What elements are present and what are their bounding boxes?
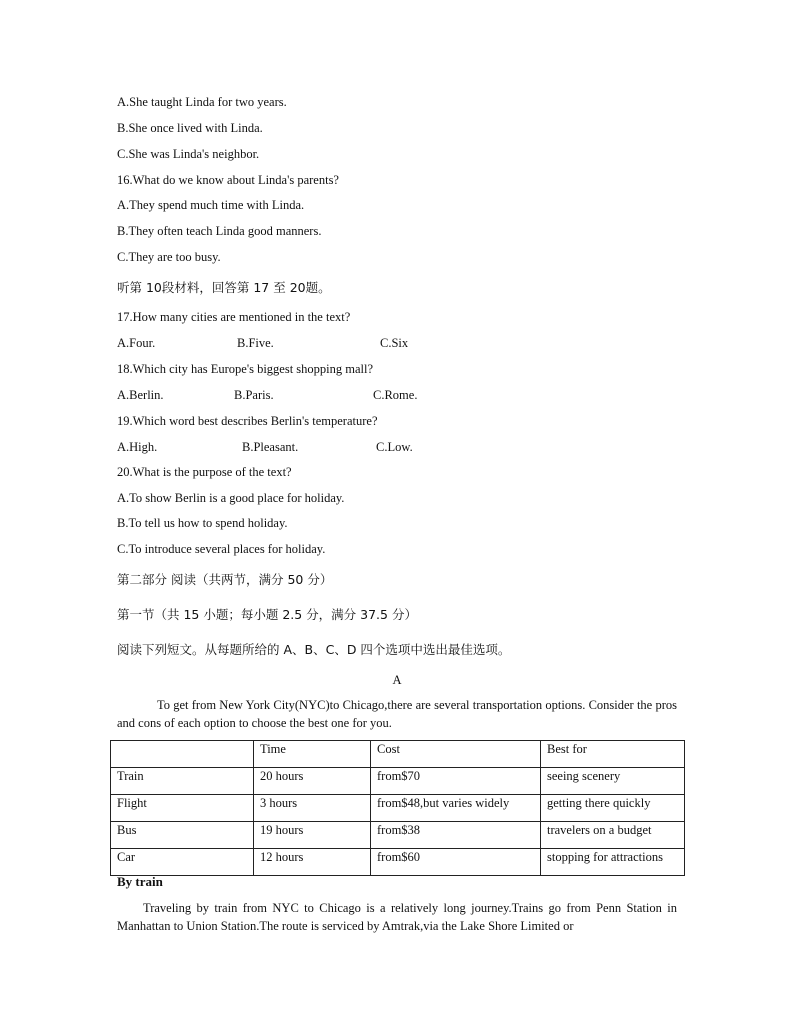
table-cell: from$60 [371, 849, 541, 876]
table-header-row [111, 741, 685, 768]
q16-option-c: C.They are too busy. [117, 250, 221, 264]
reading-instruction: 阅读下列短文。从每题所给的 A、B、C、D 四个选项中选出最佳选项。 [117, 642, 511, 657]
passage-label: A [392, 673, 402, 687]
table-cell: getting there quickly [541, 795, 685, 822]
table-row [111, 849, 685, 876]
table-cell: 3 hours [254, 795, 371, 822]
q17-stem: 17.How many cities are mentioned in the text? [117, 310, 351, 324]
table-cell: stopping for attractions [541, 849, 685, 876]
q19-stem: 19.Which word best describes Berlin's temperature? [117, 414, 378, 428]
table-cell: seeing scenery [541, 768, 685, 795]
q16-option-a: A.They spend much time with Linda. [117, 198, 305, 212]
q18-option-a: A.Berlin. [117, 388, 164, 402]
table-cell: 19 hours [254, 822, 371, 849]
q19-option-b: B.Pleasant. [242, 440, 299, 454]
q20-option-b: B.To tell us how to spend holiday. [117, 516, 288, 530]
q19-option-a: A.High. [117, 440, 158, 454]
q17-option-a: A.Four. [117, 336, 156, 350]
table-cell: 12 hours [254, 849, 371, 876]
q16-option-b: B.They often teach Linda good manners. [117, 224, 322, 238]
q19-option-c: C.Low. [376, 440, 413, 454]
q15-option-b: B.She once lived with Linda. [117, 121, 263, 135]
section1-heading: 第一节（共 15 小题；每小题 2.5 分，满分 37.5 分） [117, 607, 417, 622]
q17-option-b: B.Five. [237, 336, 274, 350]
q18-option-c: C.Rome. [373, 388, 418, 402]
by-train-paragraph: Traveling by train from NYC to Chicago is a relatively long journey.Trains go from Penn Station in Manhattan to Union Station.The route is serviced by Amtrak,via the Lake Shore Limited or [117, 901, 677, 933]
part2-heading: 第二部分 阅读（共两节，满分 50 分） [117, 572, 333, 587]
table-cell: from$70 [371, 768, 541, 795]
table-header-cell: Best for [541, 741, 685, 768]
table-header-cell [111, 741, 254, 768]
table-cell: from$38 [371, 822, 541, 849]
table-cell: Train [111, 768, 254, 795]
table-cell: Flight [111, 795, 254, 822]
table-cell: Car [111, 849, 254, 876]
table-row [111, 822, 685, 849]
q18-option-b: B.Paris. [234, 388, 274, 402]
q18-stem: 18.Which city has Europe's biggest shopping mall? [117, 362, 374, 376]
q20-option-c: C.To introduce several places for holiday. [117, 542, 326, 556]
table-row [111, 768, 685, 795]
q17-option-c: C.Six [380, 336, 409, 350]
q15-option-c: C.She was Linda's neighbor. [117, 147, 260, 161]
table-cell: travelers on a budget [541, 822, 685, 849]
table-cell: 20 hours [254, 768, 371, 795]
intro-paragraph: To get from New York City(NYC)to Chicago,there are several transportation options. Consider the pros and cons of each option to choose the best one for you. [117, 698, 677, 730]
q20-stem: 20.What is the purpose of the text? [117, 465, 292, 479]
section10-instruction: 听第 10段材料，回答第 17 至 20题。 [117, 280, 331, 295]
table-header-cell: Cost [371, 741, 541, 768]
table-row [111, 795, 685, 822]
table-cell: Bus [111, 822, 254, 849]
q20-option-a: A.To show Berlin is a good place for holiday. [117, 491, 345, 505]
q15-option-a: A.She taught Linda for two years. [117, 95, 287, 109]
table-cell: from$48,but varies widely [371, 795, 541, 822]
by-train-heading: By train [117, 874, 163, 889]
q16-stem: 16.What do we know about Linda's parents? [117, 173, 339, 187]
transport-table [110, 740, 685, 876]
table-header-cell: Time [254, 741, 371, 768]
